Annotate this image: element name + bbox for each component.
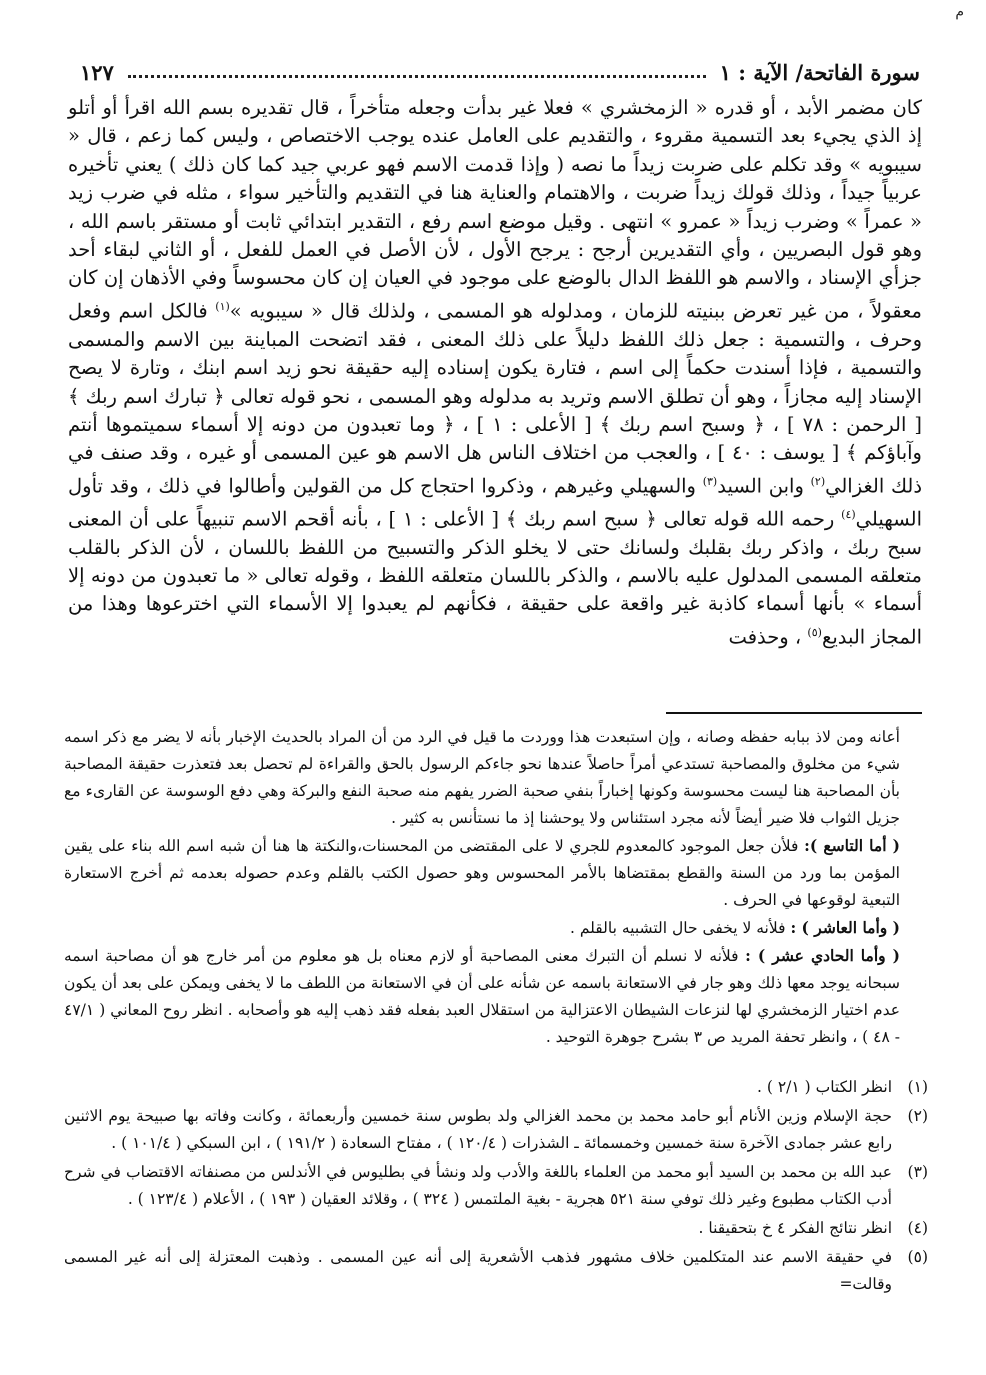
main-text-part: رحمه الله قوله تعالى ﴿ سبح اسم ربك ﴾ [ الأعلى : ١ ] ، بأنه أقحم الاسم تنبيهاً على أن المعنى سبح ربك ، واذكر ربك بقلبك ولسانك حتى لا يخلو الذكر والتسبيح من اللفظ باللسان ، لأن الذكر بالقلب متعلقه المسمى المدلول عليه بالاسم ، والذكر باللسان متعلقه اللفظ ، وقوله تعالى « ما تعبدون من دونه إلا أسماء » بأنها أسماء كاذبة غير واقعة على حقيقة ، فكأنهم لم يعبدوا إلا الأسماء التي اخترعوها وهذا من المجاز البديع: [68, 507, 922, 649]
footnote-paragraph: [64, 914, 900, 942]
section-text: فلأنه لا يخفى حال التشبيه بالقلم .: [570, 919, 791, 937]
footnote-text: حجة الإسلام وزين الأنام أبو حامد محمد بن محمد الغزالي ولد بطوس سنة خمسين وأربعمائة ، وكانت وفاته بها صبيحة يوم الاثنين رابع عشر جمادى الآخرة سنة خمسين وخمسمائة ـ الشذرات ( ١٢٠/٤ ) ، مفتاح السعادة ( ١٩١/٢ ) ، ابن السبكي ( ١٠١/٤ ) .: [64, 1107, 892, 1152]
footnote-ref: (٤): [841, 507, 856, 521]
main-paragraph: [68, 94, 922, 652]
footnote-item: [64, 1103, 928, 1157]
section-label: ( وأما الحادي عشر ) :: [745, 946, 901, 965]
main-text: [68, 94, 922, 652]
section-text: فلأن جعل الموجود كالمعدوم للجري لا على المقتضى من المحسنات،والنكتة ها هنا أن شبه اسم الله بناء على يقين المؤمن بما ورد من السنة والقطع بمقتضاها بالأمر المحسوس وهو حصول الكتب بالقلم وعدم حصوله بعدمه ثم أخرج الاستعارة التبعية لوقوعها في الحرف .: [64, 837, 900, 909]
footnote-item: [64, 1074, 928, 1101]
footnote-ref: (٣): [702, 474, 718, 488]
footnote-item: [64, 1244, 928, 1298]
footnote-text: في حقيقة الاسم عند المتكلمين خلاف مشهور فذهب الأشعرية إلى أنه عين المسمى . وذهبت المعتزلة إلى أنه غير المسمى وقالت=: [64, 1248, 892, 1293]
footnote-ref: (٢): [810, 474, 826, 488]
footnote-number: (٣): [907, 1163, 928, 1181]
page-number: ١٢٧: [80, 59, 114, 85]
running-title: سورة الفاتحة/ الآية : ١: [719, 59, 920, 85]
corner-mark: م: [955, 4, 964, 20]
footnote-continuation: [64, 724, 900, 1051]
section-label: ( وأما العاشر ) :: [790, 918, 900, 937]
main-text-part: ، وحذفت: [728, 625, 808, 649]
main-text-part: فالكل اسم وفعل وحرف ، والتسمية : جعل ذلك اللفظ دليلاً على ذلك المعنى ، فقد اتضحت المباينة بين الاسم والمسمى والتسمية ، فإذا أسندت حكماً إلى اسم ، فتارة يكون إسناده إليه حقيقة نحو زيد اسم ابنك ، وتارة لا يصح الإسناد إليه مجازاً ، وهو أن تطلق الاسم وتريد به مدلوله وهو المسمى ، نحو قوله تعالى ﴿ تبارك اسم ربك ﴾ [ الرحمن : ٧٨ ] ، ﴿ وسبح اسم ربك ﴾ [ الأعلى : ١ ] ، ﴿ وما تعبدون من دونه إلا أسماء سميتموها أنتم وآباؤكم ﴾ [ يوسف : ٤٠ ] ، والعجب من اختلاف الناس هل الاسم هو عين المسمى أو غيره ، وقد صنف في ذلك الغزالي: [68, 299, 923, 498]
footnote-list: [64, 1074, 928, 1300]
footnote-paragraph: [64, 942, 900, 1051]
section-label: ( أما التاسع ):: [804, 836, 901, 855]
dotted-leader: [128, 75, 706, 78]
footnote-text: عبد الله بن محمد بن السيد أبو محمد من العلماء باللغة والأدب ولد ونشأ في بطليوس في الأندلس من مصنفاته الاقتضاب في شرح أدب الكتاب مطبوع وغير ذلك توفي سنة ٥٢١ هجرية - بغية الملتمس ( ٣٢٤ ) ، وقلائد العقيان ( ١٩٣ ) ، الأعلام ( ١٢٣/٤ ) .: [64, 1163, 892, 1208]
footnote-number: (٤): [907, 1219, 928, 1237]
footnote-text: انظر الكتاب ( ٢/١ ) .: [757, 1078, 892, 1096]
footnote-ref: (١): [215, 299, 230, 313]
footnote-number: (٥): [907, 1248, 928, 1266]
footnote-number: (٢): [907, 1107, 928, 1125]
section-text: فلأنه لا نسلم أن التبرك معنى المصاحبة أو لازم معناه بل هو معلوم من أمر خارج هو أن مصاحبة اسمه سبحانه يوجد معها ذلك وهو جار في الاستعانة باسمه عن شأنه على أن في الاستعانة من اللطف ما لا يخفى ويمكن على بعد أن يكون عدم اختيار الزمخشري لها لنزعات الشيطان الاعتزالية من استقلال العبد بفعله فقد ذهب إليه هو وأصحابه . انظر روح المعاني ( ٤٧/١ - ٤٨ ) ، وانظر تحفة المريد ص ٣ بشرح جوهرة التوحيد .: [64, 947, 900, 1046]
footnote-separator: [666, 712, 922, 714]
footnote-text: انظر نتائج الفكر ٤ خ بتحقيقنا .: [698, 1219, 892, 1237]
footnote-item: [64, 1215, 928, 1242]
main-text-part: والسهيلي وغيرهم ، وذكروا احتجاج كل من القولين وأطالوا في ذلك ، وقد تأول السهيلي: [68, 474, 923, 531]
running-header: [80, 54, 920, 90]
footnote-paragraph: [64, 832, 900, 914]
footnote-paragraph: أعانه ومن لاذ ببابه حفظه وصانه ، وإن استبعدت هذا ووردت ما قيل في الرد من أن المراد بالحديث الإخبار بأنه لا يضر مع ذكر اسمه شيء من مخلوق والمصاحبة تستدعي أمراً حاصلاً عندها نحو جاءكم الرسول بالحق والقراءة لم تحصل بعد فتعذرت حقيقة المصاحبة بأن المصاحبة هنا ليست محسوسة وكونها إخباراً بنفي صحبة الضرر يفهم منه صحبة النفع والبركة وهي دفع الوسوسة عن القارىء مع جزيل الثواب فلا ضير أيضاً لأنه مجرد استئناس ولا يوحشنا إذ ما نستأنس به كثير .: [64, 728, 900, 827]
footnote-ref: (٥): [807, 625, 822, 639]
footnote-item: [64, 1159, 928, 1213]
footnote-number: (١): [907, 1078, 928, 1096]
main-text-part: وابن السيد: [717, 474, 811, 498]
main-text-part: كان مضمر الأبد ، أو قدره « الزمخشري » فعلا غير بدأت وجعله متأخراً ، قال تقديره بسم الله اقرأ أو أتلو إذ الذي يجيء بعد التسمية مقروء ، والتقديم على العامل عنده يوجب الاختصاص ، وليس كما زعم ، قال « سيبويه » وقد تكلم على ضربت زيداً ما نصه ( وإذا قدمت الاسم فهو عربي جيد كما كان ذلك ) يعني تأخيره عربياً جيداً ، وذلك قولك زيداً ضربت ، والاهتمام والعناية هنا في التقديم والتأخير سواء ، مثله في ضرب زيد « عمراً » وضرب زيداً « عمرو » انتهى . وقيل موضع اسم رفع ، التقدير ابتدائي ثابت أو مستقر باسم الله ، وهو قول البصريين ، وأي التقديرين أرجح : يرجح الأول ، لأن الأصل في العمل للفعل ، أو الثاني لبقاء أحد جزأي الإسناد ، والاسم هو اللفظ الدال بالوضع على موجود في العيان إن كان محسوساً وفي الأذهان إن كان معقولاً ، من غير تعرض ببنيته للزمان ، ومدلوله هو المسمى ، ولذلك قال « سيبويه »: [68, 96, 922, 323]
